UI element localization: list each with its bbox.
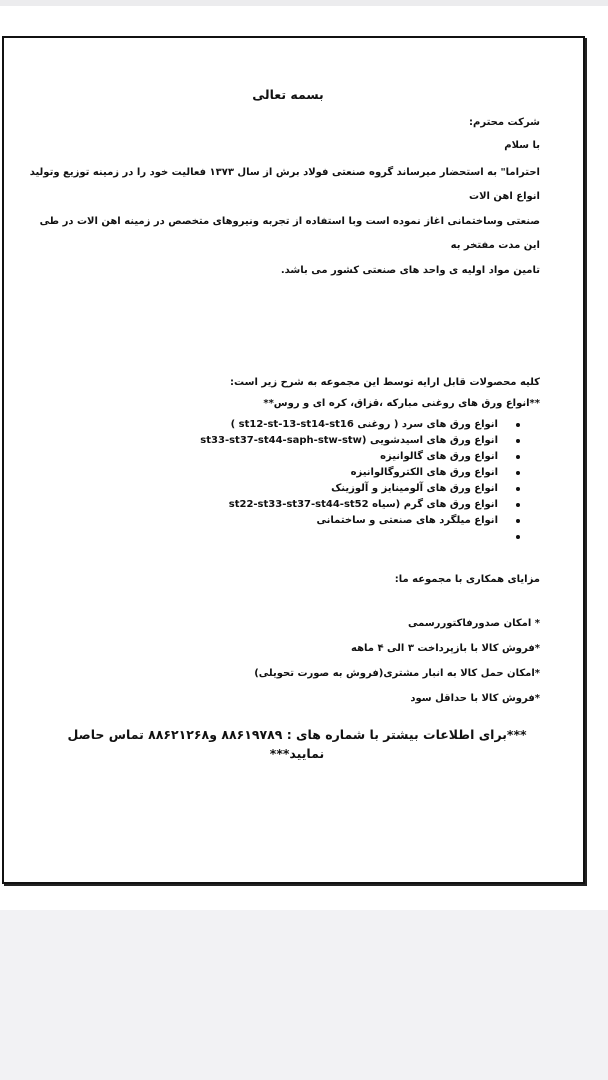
intro-paragraph [26,161,540,284]
product-item-empty [26,529,520,544]
document-page [0,6,608,910]
advantage-item: * امکان صدورفاکتوررسمی [408,618,540,630]
products-heading: کلیه محصولات قابل ارایه توسط این مجموعه به شرح زیر است: [230,377,540,389]
advantage-item: *فروش کالا با بازپرداخت ۳ الی ۴ ماهه [351,643,540,655]
intro-line: تامین مواد اولیه ی واحد های صنعتی کشور می باشد. [280,264,540,276]
product-item: انواع ورق های گالوانیزه [26,449,520,465]
product-item: انواع ورق های گرم (سیاه st22-st33-st37-st44-st52 [26,497,520,513]
contact-footer: ***برای اطلاعات بیشتر با شماره های : ۸۸۶۱۹۷۸۹ و۸۸۶۲۱۲۶۸ تماس حاصل نمایید*** [67,727,527,761]
advantage-item: *فروش کالا با حداقل سود [410,693,540,705]
product-item: انواع ورق های سرد ( روغنی st12-st-13-st14-st16 ) [26,417,520,433]
greeting: با سلام [504,139,540,151]
salutation: شرکت محترم: [469,116,540,128]
product-item: انواع میلگرد های صنعتی و ساختمانی [26,513,520,529]
letter-body [26,76,540,764]
product-item: انواع ورق های آلومینایز و آلوزینک [26,481,520,497]
products-list [26,417,540,544]
advantages-list [26,616,540,706]
advantage-item: *امکان حمل کالا به انبار مشتری(فروش به صورت تحویلی) [254,668,540,680]
intro-line: احتراما" به استحضار میرساند گروه صنعتی فولاد برش از سال ۱۳۷۳ فعالیت خود را در زمینه توزیع وتولید انواع اهن الات [29,166,540,203]
product-item: انواع ورق های اسیدشویی (st33-st37-st44-saph-stw-stw [26,433,520,449]
products-subheading: **انواع ورق های روغنی مبارکه ،قزاق، کره ای و روس** [263,398,540,410]
advantages-heading: مزایای همکاری با مجموعه ما: [394,574,540,586]
intro-line: صنعتی وساختمانی اغاز نموده است وبا استفاده از تجربه ونیروهای متخصص در زمینه اهن الات در طی این مدت مفتخر به [39,215,540,252]
product-item: انواع ورق های الکتروگالوانیزه [26,465,520,481]
letter-title: بسمه تعالی [252,87,324,102]
